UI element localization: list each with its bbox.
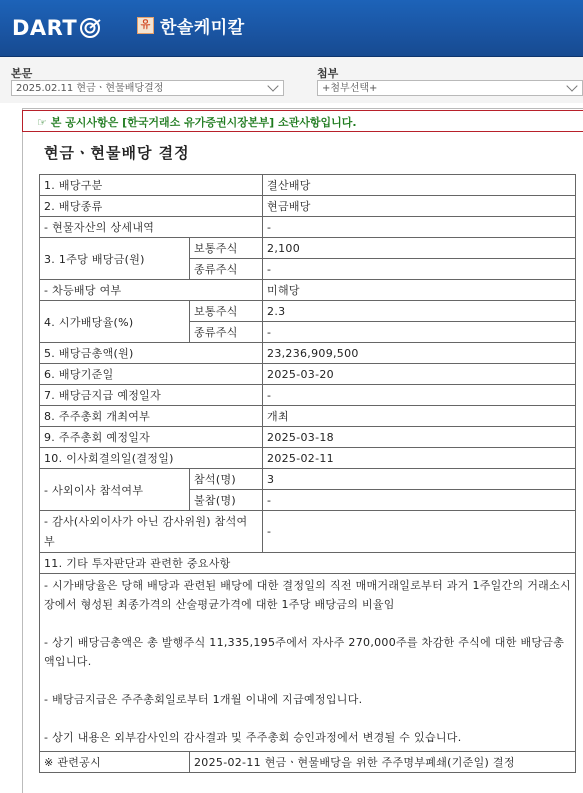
main-doc-select-value: 2025.02.11 현금ㆍ현물배당결정 <box>16 83 164 94</box>
dart-target-icon <box>79 17 101 39</box>
dart-logo-text: DART <box>12 16 78 40</box>
table-row <box>40 217 576 238</box>
row-label: 10. 이사회결의일(결정일) <box>40 448 263 469</box>
table-row <box>40 574 576 752</box>
row-value: 2,100 <box>263 238 576 259</box>
row-label: 2. 배당종류 <box>40 196 263 217</box>
table-row <box>40 280 576 301</box>
notes-cell <box>40 574 576 752</box>
main-doc-label: 본문 <box>11 67 33 80</box>
row-value: 2025-03-20 <box>263 364 576 385</box>
chevron-down-icon <box>267 80 278 91</box>
row-label: - 차등배당 여부 <box>40 280 263 301</box>
note-text: - 배당금지급은 주주총회일로부터 1개월 이내에 지급예정입니다. <box>44 693 363 706</box>
row-value: 3 <box>263 469 576 490</box>
row-label: 11. 기타 투자판단과 관련한 중요사항 <box>40 553 576 574</box>
row-sublabel: 참석(명) <box>190 469 263 490</box>
table-row <box>40 511 576 553</box>
dart-logo[interactable] <box>12 15 101 41</box>
row-label: 4. 시가배당율(%) <box>40 301 190 343</box>
dividend-table <box>39 174 576 773</box>
row-value: - <box>263 217 576 238</box>
table-row <box>40 238 576 259</box>
row-value: 미해당 <box>263 280 576 301</box>
row-label: - 사외이사 참석여부 <box>40 469 190 511</box>
row-label: ※ 관련공시 <box>40 752 190 773</box>
row-sublabel: 종류주식 <box>190 259 263 280</box>
attach-select[interactable] <box>317 80 583 96</box>
row-value: 2.3 <box>263 301 576 322</box>
row-value: 2025-03-18 <box>263 427 576 448</box>
table-row <box>40 427 576 448</box>
row-label: 3. 1주당 배당금(원) <box>40 238 190 280</box>
note-text: - 상기 내용은 외부감사인의 감사결과 및 주주총회 승인과정에서 변경될 수 있습니다. <box>44 731 462 744</box>
row-label: 6. 배당기준일 <box>40 364 263 385</box>
related-disclosure-link[interactable]: 2025-02-11 현금ㆍ현물배당을 위한 주주명부폐쇄(기준일) 결정 <box>190 752 576 773</box>
row-value: - <box>263 490 576 511</box>
company-name[interactable]: 한솔케미칼 <box>160 18 245 38</box>
row-sublabel: 보통주식 <box>190 301 263 322</box>
row-label: 9. 주주총회 예정일자 <box>40 427 263 448</box>
row-sublabel: 종류주식 <box>190 322 263 343</box>
row-value: 2025-02-11 <box>263 448 576 469</box>
attach-select-value: +첨부선택+ <box>322 83 378 94</box>
jurisdiction-notice <box>22 110 583 132</box>
table-row <box>40 406 576 427</box>
table-row <box>40 364 576 385</box>
row-value: 개최 <box>263 406 576 427</box>
note-text: - 시가배당율은 당해 배당과 관련된 배당에 대한 결정일의 직전 매매거래일로부터 과거 1주일간의 거래소시장에서 형성된 최종가격의 산술평균가격에 대한 1주당 배당금의 비율임 <box>44 579 571 611</box>
table-row <box>40 343 576 364</box>
row-label: 7. 배당금지급 예정일자 <box>40 385 263 406</box>
dart-header <box>0 0 583 57</box>
row-sublabel: 불참(명) <box>190 490 263 511</box>
document-selector-bar <box>0 57 583 103</box>
row-label: 5. 배당금총액(원) <box>40 343 263 364</box>
row-value: - <box>263 259 576 280</box>
table-row <box>40 752 576 773</box>
row-sublabel: 보통주식 <box>190 238 263 259</box>
table-row <box>40 448 576 469</box>
page-title: 현금ㆍ현물배당 결정 <box>44 144 190 162</box>
table-row <box>40 175 576 196</box>
row-label: 8. 주주총회 개최여부 <box>40 406 263 427</box>
row-label: - 감사(사외이사가 아닌 감사위원) 참석여부 <box>40 511 263 553</box>
row-value: 결산배당 <box>263 175 576 196</box>
note-text: - 상기 배당금총액은 총 발행주식 11,335,195주에서 자사주 270,000주를 차감한 주식에 대한 배당금총액입니다. <box>44 636 565 668</box>
table-row <box>40 385 576 406</box>
table-row <box>40 469 576 490</box>
row-value: - <box>263 322 576 343</box>
row-value: - <box>263 511 576 553</box>
market-badge: 유 <box>137 17 154 34</box>
row-label: 1. 배당구분 <box>40 175 263 196</box>
notice-text: ☞ 본 공시사항은 [한국거래소 유가증권시장본부] 소관사항입니다. <box>37 116 357 129</box>
row-label: - 현물자산의 상세내역 <box>40 217 263 238</box>
row-value: 현금배당 <box>263 196 576 217</box>
row-value: 23,236,909,500 <box>263 343 576 364</box>
row-value: - <box>263 385 576 406</box>
table-row <box>40 196 576 217</box>
chevron-down-icon <box>566 80 577 91</box>
attach-label: 첨부 <box>317 67 339 80</box>
table-row <box>40 301 576 322</box>
table-row <box>40 553 576 574</box>
main-doc-select[interactable] <box>11 80 284 96</box>
